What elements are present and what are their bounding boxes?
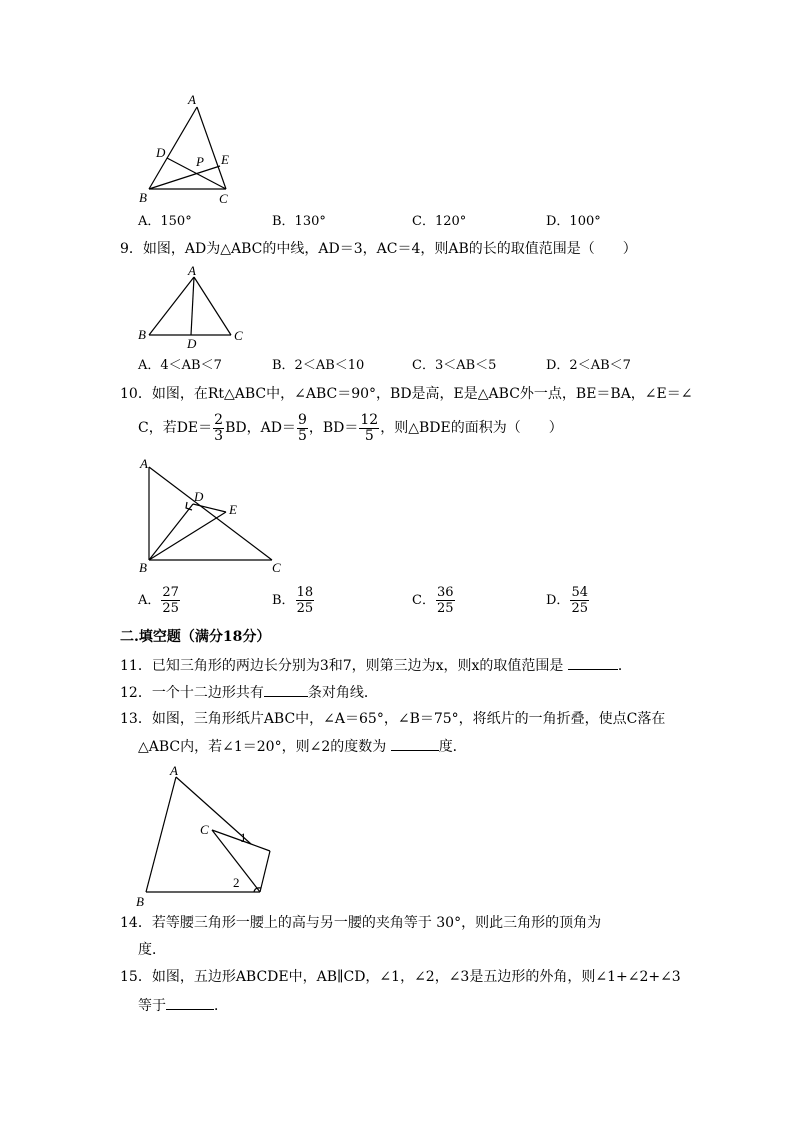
q13-answer-blank bbox=[391, 736, 439, 751]
q10-option-a: A． $\frac{27}{25}$ bbox=[138, 585, 179, 616]
q13-angle-2-label: 2 bbox=[233, 875, 240, 890]
q15-question-line2: 等于 ． bbox=[138, 995, 228, 1016]
q9-label-c: C bbox=[234, 328, 243, 343]
q10-option-b: B． $\frac{18}{25}$ bbox=[272, 585, 314, 616]
q9-figure bbox=[130, 262, 255, 350]
q10-label-b: B bbox=[139, 560, 147, 575]
q10-fraction-bd: $\frac{12}{5}$ bbox=[360, 411, 379, 444]
q8-option-c: C．120° bbox=[412, 214, 467, 229]
q9-question: 9．如图，AD为△ABC的中线，AD＝3，AC＝4，则AB的长的取值范围是（ ） bbox=[120, 241, 637, 257]
q9-option-a: A．4＜AB＜7 bbox=[138, 358, 222, 373]
q12-answer-blank bbox=[264, 682, 308, 697]
section-title-fill-in: 二.填空题（满分18分） bbox=[120, 629, 271, 645]
q13-question-line2: △ABC内，若∠1＝20°，则∠2的度数为 度． bbox=[138, 736, 467, 757]
q10-text-b: BD，AD＝ bbox=[225, 420, 296, 436]
q9-label-a: A bbox=[188, 263, 196, 278]
q10-fraction-ad: $\frac{9}{5}$ bbox=[297, 411, 307, 444]
q8-option-b: B．130° bbox=[272, 214, 326, 229]
q8-figure bbox=[130, 90, 250, 210]
q10-figure bbox=[130, 452, 300, 577]
q10-option-d: D． $\frac{54}{25}$ bbox=[546, 585, 588, 616]
q8-label-a: A bbox=[188, 92, 196, 107]
q8-option-a: A．150° bbox=[138, 214, 192, 229]
q10-label-a: A bbox=[140, 456, 148, 471]
q11-answer-blank bbox=[568, 655, 618, 670]
q8-option-d: D．100° bbox=[546, 214, 601, 229]
q11-question: 11．已知三角形的两边长分别为3和7，则第三边为x，则x的取值范围是 ． bbox=[120, 655, 632, 676]
q15-question-line1: 15．如图，五边形ABCDE中，AB∥CD，∠1，∠2，∠3是五边形的外角，则∠1+∠2+∠3 bbox=[120, 969, 681, 985]
q13-label-a: A bbox=[170, 763, 178, 778]
q15-answer-blank bbox=[166, 995, 214, 1010]
q8-label-p: P bbox=[196, 154, 204, 169]
q10-label-c: C bbox=[272, 560, 281, 575]
q13-label-c: C bbox=[200, 822, 209, 837]
q10-label-d: D bbox=[194, 489, 204, 504]
q12-question: 12．一个十二边形共有 条对角线． bbox=[120, 682, 378, 703]
q8-label-e: E bbox=[221, 152, 229, 167]
q14-question-line1: 14．若等腰三角形一腰上的高与另一腰的夹角等于 30°，则此三角形的顶角为 bbox=[120, 915, 602, 931]
q9-label-b: B bbox=[138, 327, 146, 342]
q13-figure bbox=[130, 760, 290, 910]
q10-text-a: C，若DE＝ bbox=[138, 420, 213, 436]
q14-question-line2: 度． bbox=[138, 942, 166, 958]
q9-option-c: C．3＜AB＜5 bbox=[412, 358, 497, 373]
q10-question-line2 bbox=[138, 412, 563, 444]
q10-fraction-de: $\frac{2}{3}$ bbox=[214, 411, 224, 444]
q13-question-line1: 13．如图，三角形纸片ABC中，∠A＝65°，∠B＝75°，将纸片的一角折叠，使点C落在 bbox=[120, 711, 666, 727]
q9-option-d: D．2＜AB＜7 bbox=[546, 358, 631, 373]
q13-angle-1-label: 1 bbox=[240, 830, 247, 845]
q10-text-d: ，则△BDE的面积为（ ） bbox=[380, 420, 563, 436]
q8-label-c: C bbox=[219, 191, 228, 206]
q8-label-b: B bbox=[139, 190, 147, 205]
q10-option-c: C． $\frac{36}{25}$ bbox=[412, 585, 454, 616]
q10-question-line1: 10．如图，在Rt△ABC中，∠ABC＝90°，BD是高，E是△ABC外一点，BE＝BA，∠E＝∠ bbox=[120, 386, 693, 402]
q10-label-e: E bbox=[229, 502, 237, 517]
q10-text-c: ，BD＝ bbox=[308, 420, 359, 436]
q9-option-b: B．2＜AB＜10 bbox=[272, 358, 365, 373]
q13-label-b: B bbox=[136, 894, 144, 909]
q8-label-d: D bbox=[156, 145, 166, 160]
q9-label-d: D bbox=[187, 336, 197, 350]
